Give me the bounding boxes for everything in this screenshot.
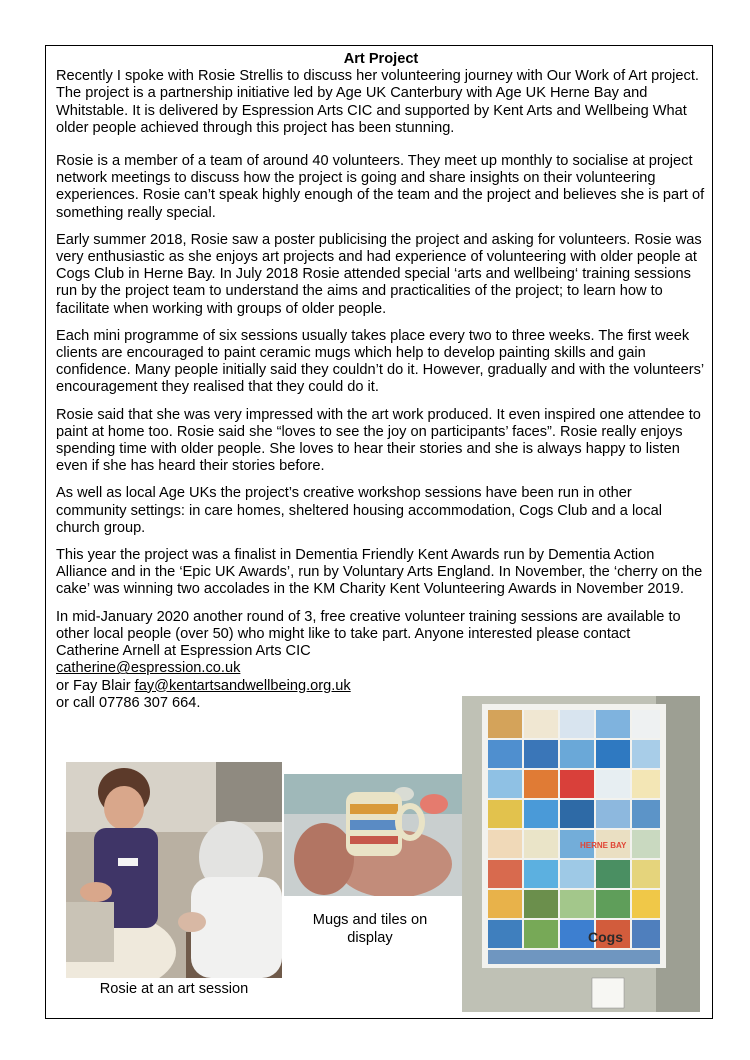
paragraph-awards: This year the project was a finalist in Dementia Friendly Kent Awards run by Dementia Action Alliance and in the ‘Epic UK Awards’, run by Voluntary Arts England. In November, the ‘cherry on the cake’ was winning two accolades in the KM Charity Kent Volunteering Awards in November 2019. bbox=[56, 547, 703, 598]
email-link-catherine[interactable]: catherine@espression.co.uk bbox=[56, 660, 241, 677]
paragraph-impressed: Rosie said that she was very impressed with the art work produced. It even inspired one attendee to paint at home too. Rosie said she “loves to see the joy on participants’ faces”. Rosie really enjoys spending time with older people. She loves to hear their stories and she is always happy to listen even if she has heard their stories before. bbox=[56, 406, 701, 475]
paragraph-summer: Early summer 2018, Rosie saw a poster publicising the project and asking for volunteers. Rosie was very enthusiastic as she enjoys art projects and had experience of volunteering with older people at Cogs Club in Herne Bay. In July 2018 Rosie attended special ‘arts and wellbeing‘ training sessions run by the project team to understand the aims and practicalities of the project; to learn how to facilitate when working with groups of older people. bbox=[56, 231, 702, 317]
paragraph-training: In mid-January 2020 another round of 3, free creative volunteer training sessions are available to other local people (over 50) who might like to take part. Anyone interested please contact bbox=[56, 608, 681, 642]
paragraph-programme: Each mini programme of six sessions usually takes place every two to three weeks. The first week clients are encouraged to paint ceramic mugs which help to develop painting skills and gain confidence. Many people initially said they couldn’t do it. However, gradually and with the volunteers’ encouragement they realised that they could do it. bbox=[56, 327, 704, 396]
article bbox=[56, 51, 706, 712]
photo-tile-display bbox=[462, 696, 700, 1012]
photo-art-session bbox=[66, 762, 282, 978]
email-link-fay[interactable]: fay@kentartsandwellbeing.org.uk bbox=[134, 677, 351, 694]
contact-name: Catherine Arnell at Espression Arts CIC bbox=[56, 643, 311, 660]
paragraph-team: Rosie is a member of a team of around 40 volunteers. They meet up monthly to socialise at project network meetings to discuss how the project is going and share insights on their volunteering experiences. Rosie can’t speak highly enough of the team and the project and believes she is part of something really special. bbox=[56, 153, 705, 221]
contact-phone: or call 07786 307 664. bbox=[56, 694, 201, 711]
photo-painted-mug bbox=[284, 774, 462, 896]
paragraph-intro: Recently I spoke with Rosie Strellis to discuss her volunteering journey with Our Work of Art project. The project is a partnership initiative led by Age UK Canterbury with Age UK Herne Bay and Whitstable. It is delivered by Espression Arts CIC and supported by Kent Arts and Wellbeing What older people achieved through this project has been stunning. bbox=[56, 68, 699, 136]
contact-or-fay: or Fay Blair bbox=[56, 677, 135, 694]
caption-session: Rosie at an art session bbox=[99, 981, 249, 997]
article-title: Art Project bbox=[343, 51, 419, 67]
paragraph-settings: As well as local Age UKs the project’s creative workshop sessions have been run in other community settings: in care homes, sheltered housing accommodation, Cogs Club and a local church group. bbox=[56, 485, 662, 536]
tile-herne-bay: HERNE BAY bbox=[580, 841, 627, 850]
tile-cogs: Cogs bbox=[588, 929, 623, 945]
caption-mugs: Mugs and tiles on display bbox=[312, 912, 428, 946]
